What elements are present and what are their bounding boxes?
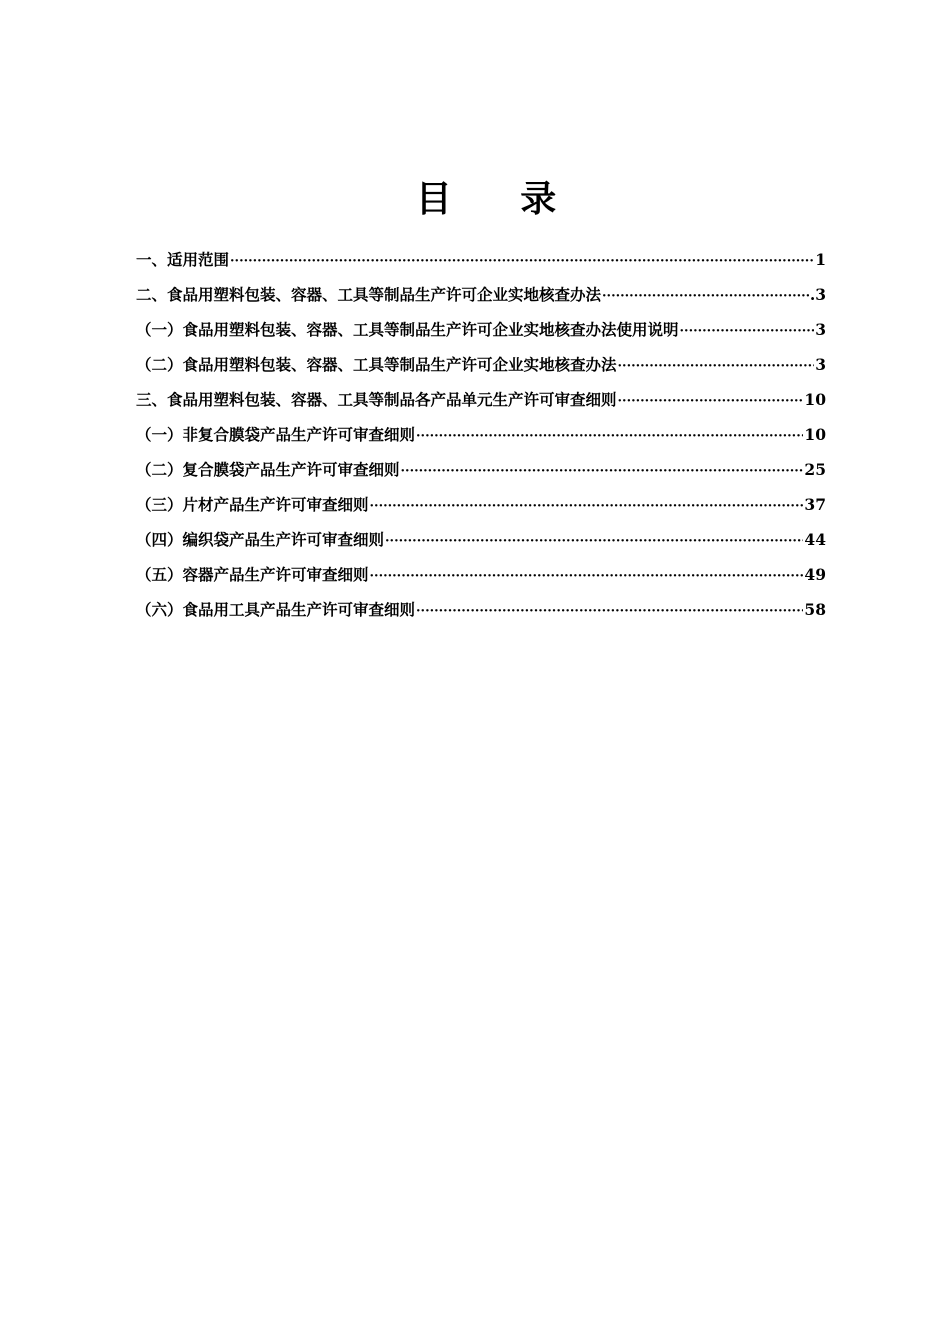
toc-leader-dots [370,565,804,589]
toc-leader-dots [602,285,809,309]
toc-entry-containers[interactable] [136,563,826,598]
toc-entry-method-instructions[interactable] [136,318,826,353]
toc-entry-text: （一）食品用塑料包装、容器、工具等制品生产许可企业实地核查办法使用说明 [136,320,679,339]
toc-entry-page: .3 [809,285,826,304]
toc-entry-woven-bags[interactable] [136,528,826,563]
toc-leader-dots [680,320,815,344]
toc-leader-dots [416,600,803,624]
toc-leader-dots [230,250,814,274]
toc-entry-page: 1 [815,250,826,269]
toc-entry-page: 3 [815,320,826,339]
toc-entry-text: （一）非复合膜袋产品生产许可审查细则 [136,425,416,444]
toc-entry-text: （六）食品用工具产品生产许可审查细则 [136,600,416,619]
toc-leader-dots [416,425,803,449]
toc-entry-text: （四）编织袋产品生产许可审查细则 [136,530,385,549]
toc-entry-text: （三）片材产品生产许可审查细则 [136,495,369,514]
toc-entry-review-rules[interactable] [136,388,826,423]
toc-leader-dots [370,495,804,519]
toc-entry-page: 49 [804,565,826,584]
toc-entry-non-composite-bags[interactable] [136,423,826,458]
toc-entry-page: 44 [804,530,826,549]
toc-title: 目 录 [415,178,585,220]
toc-entry-inspection-method[interactable] [136,283,826,318]
toc-entry-composite-bags[interactable] [136,458,826,493]
toc-entry-scope[interactable] [136,248,826,283]
toc-entry-page: 10 [804,425,826,444]
toc-leader-dots [385,530,803,554]
toc-entry-page: 37 [804,495,826,514]
toc-entry-text: 三、食品用塑料包装、容器、工具等制品各产品单元生产许可审查细则 [136,390,617,409]
toc-entry-page: 10 [804,390,826,409]
toc-entry-sheets[interactable] [136,493,826,528]
toc-entry-text: 二、食品用塑料包装、容器、工具等制品生产许可企业实地核查办法 [136,285,602,304]
toc-entry-text: 一、适用范围 [136,250,230,269]
toc-leader-dots [618,390,804,414]
table-of-contents [136,248,826,633]
toc-entry-food-tools[interactable] [136,598,826,633]
toc-entry-page: 25 [804,460,826,479]
toc-entry-page: 3 [815,355,826,374]
toc-entry-text: （五）容器产品生产许可审查细则 [136,565,369,584]
toc-entry-text: （二）复合膜袋产品生产许可审查细则 [136,460,400,479]
toc-entry-page: 58 [804,600,826,619]
toc-leader-dots [401,460,804,484]
toc-entry-text: （二）食品用塑料包装、容器、工具等制品生产许可企业实地核查办法 [136,355,617,374]
toc-leader-dots [618,355,815,379]
toc-entry-method[interactable] [136,353,826,388]
